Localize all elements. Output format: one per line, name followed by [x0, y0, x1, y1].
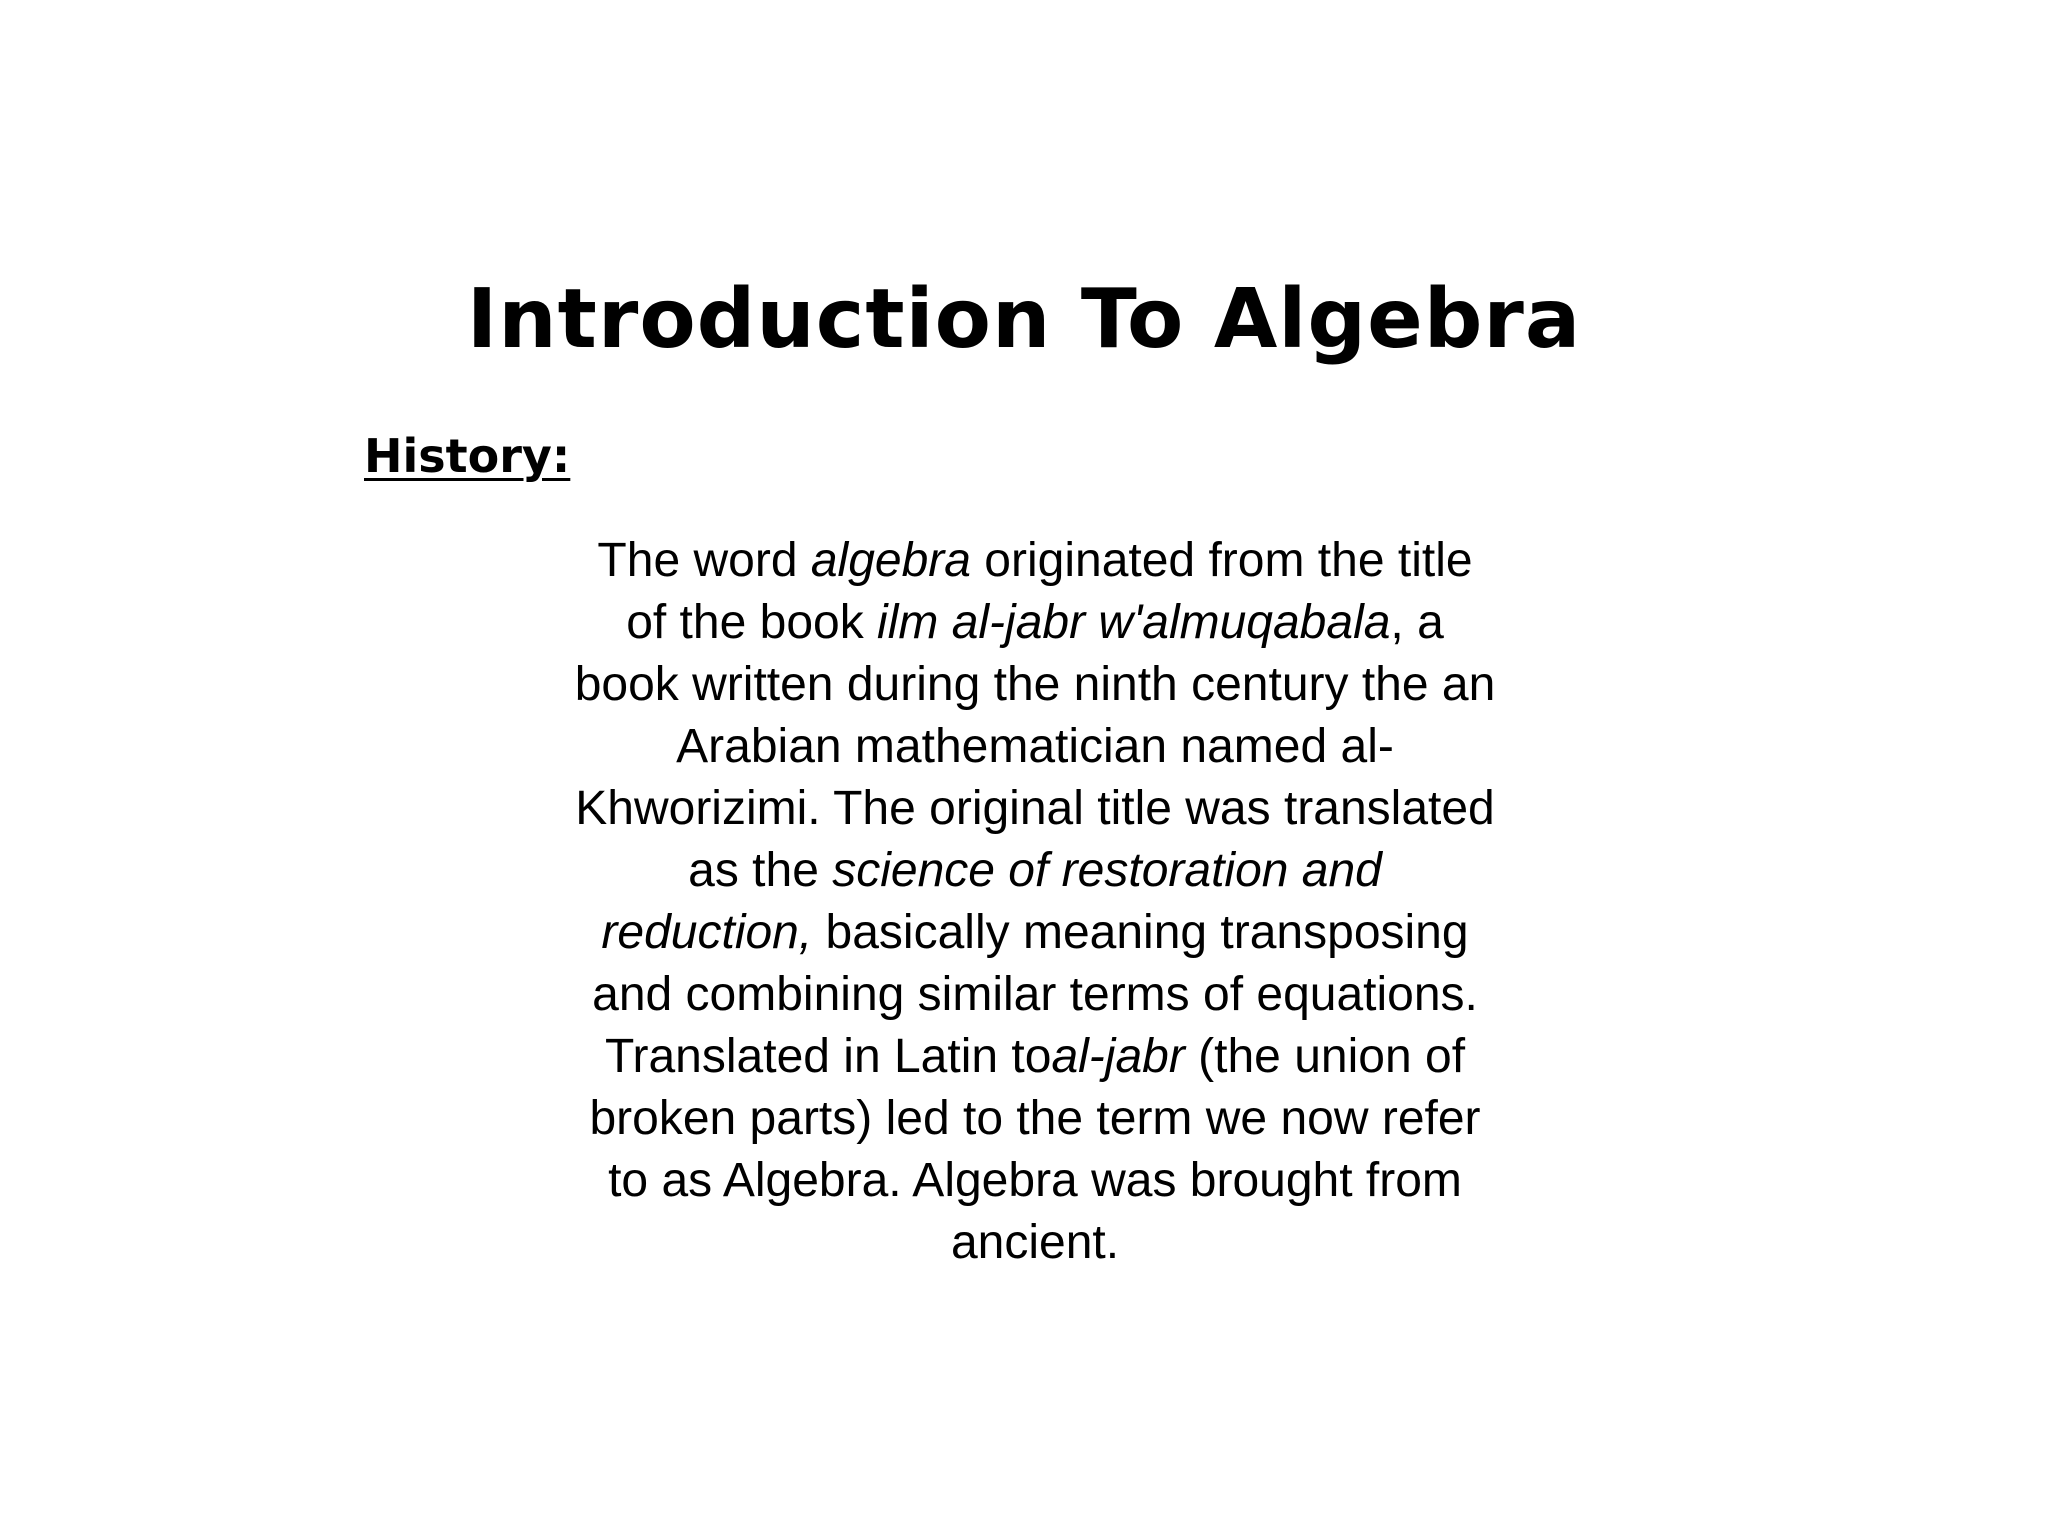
text-run: , a: [1390, 596, 1444, 649]
paragraph-line: [540, 1088, 1530, 1150]
text-run: to as Algebra. Algebra was brought from: [608, 1154, 1462, 1207]
text-run: Khworizimi. The original title was translated: [575, 782, 1495, 835]
text-run: Arabian mathematician named al-: [676, 720, 1394, 773]
paragraph-line: [540, 778, 1530, 840]
paragraph-line: [540, 1026, 1530, 1088]
paragraph-line: [540, 1150, 1530, 1212]
paragraph-line: [540, 840, 1530, 902]
text-run: The word: [597, 534, 811, 587]
paragraph-line: [540, 964, 1530, 1026]
text-run: (the union of: [1184, 1030, 1466, 1083]
text-run: and combining similar terms of equations.: [592, 968, 1478, 1021]
paragraph-line: [540, 716, 1530, 778]
text-run: book written during the ninth century the an: [574, 658, 1496, 711]
paragraph-line: [540, 654, 1530, 716]
paragraph-line: [540, 902, 1530, 964]
slide-title: Introduction To Algebra: [466, 272, 1582, 367]
text-run: ancient.: [950, 1216, 1120, 1269]
text-run: basically meaning transposing: [812, 906, 1469, 959]
italic-text-run: science of restoration and: [832, 844, 1382, 897]
text-run: Translated in Latin to: [604, 1030, 1052, 1083]
italic-text-run: reduction,: [601, 906, 813, 959]
text-run: as the: [688, 844, 833, 897]
text-run: broken parts) led to the term we now refer: [589, 1092, 1481, 1145]
text-run: originated from the title: [970, 534, 1473, 587]
paragraph-line: [540, 592, 1530, 654]
italic-text-run: al-jabr: [1051, 1030, 1185, 1083]
paragraph-line: [540, 530, 1530, 592]
paragraph-line: [540, 1212, 1530, 1274]
text-run: of the book: [626, 596, 878, 649]
history-paragraph: [540, 530, 1530, 1274]
section-heading-history: History:: [364, 429, 571, 483]
italic-text-run: ilm al-jabr w'almuqabala: [877, 596, 1391, 649]
italic-text-run: algebra: [810, 534, 971, 587]
